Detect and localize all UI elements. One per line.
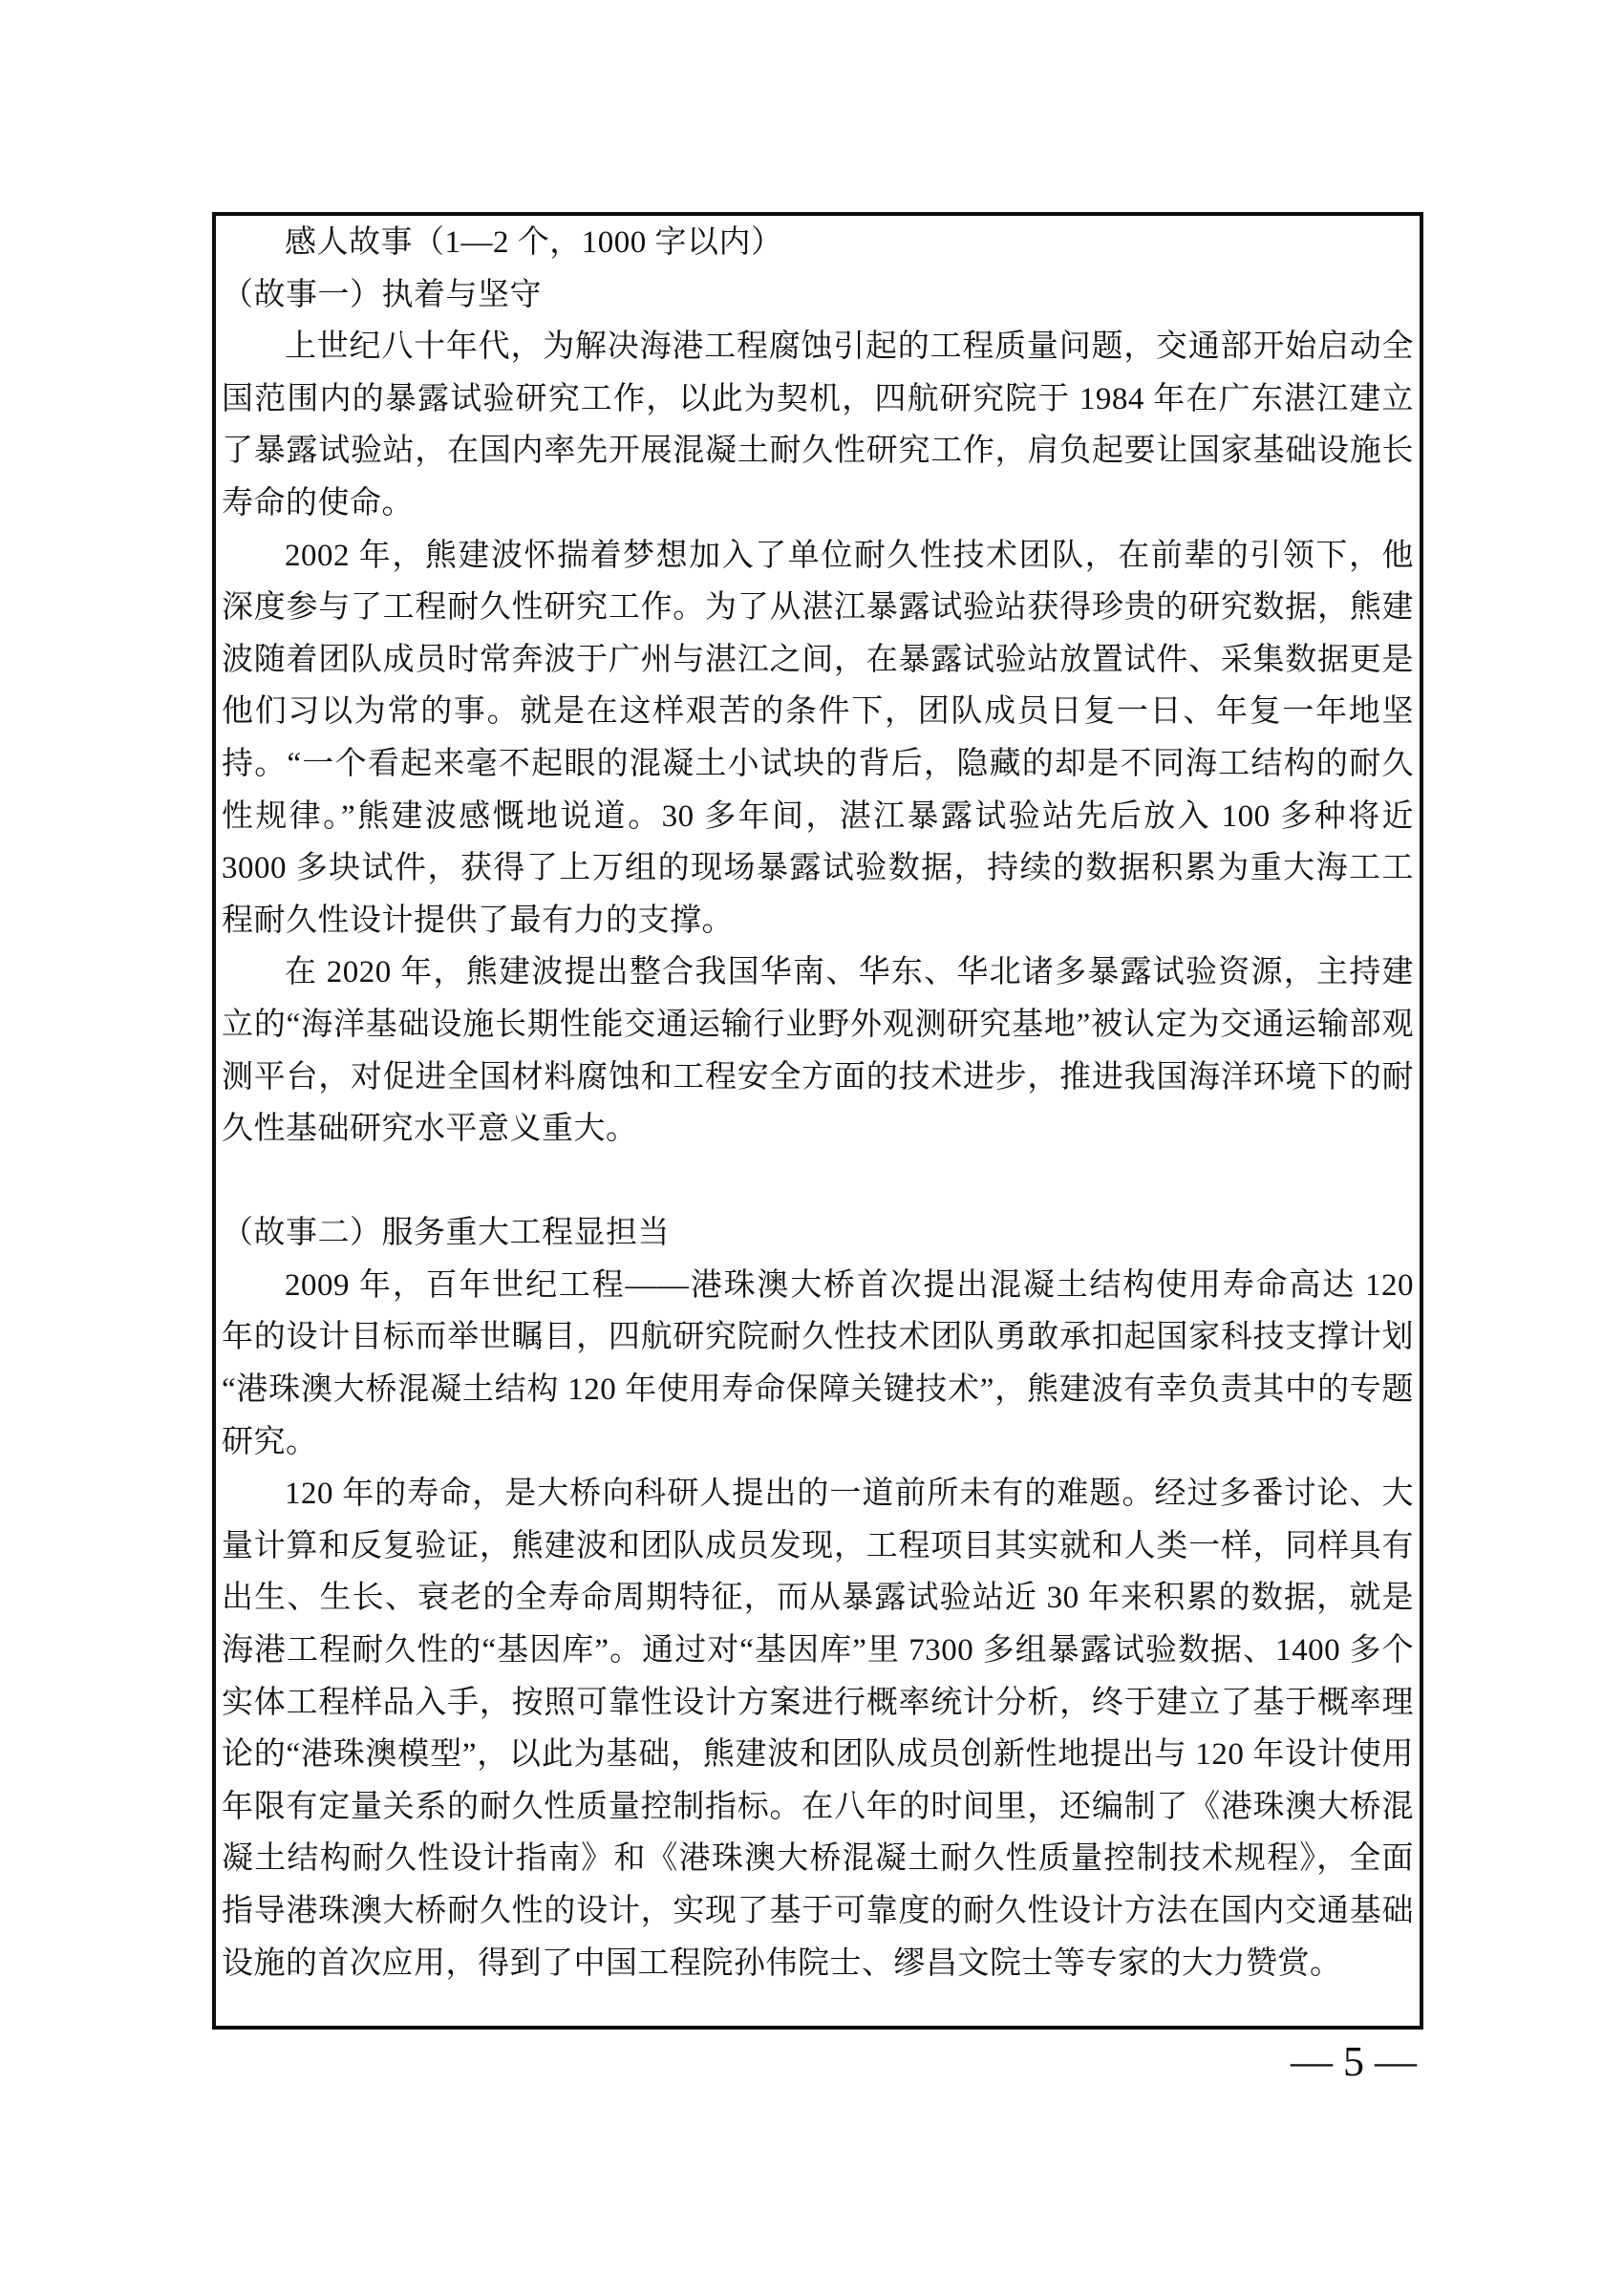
section-title: 感人故事（1—2 个，1000 字以内） xyxy=(285,225,783,260)
page-number: — 5 — xyxy=(1291,2038,1417,2085)
story1-heading: （故事一）执着与坚守 xyxy=(222,277,542,312)
story2-heading: （故事二）服务重大工程显担当 xyxy=(222,1216,670,1251)
story2-paragraph: 2009 年，百年世纪工程——港珠澳大桥首次提出混凝土结构使用寿命高达 120 年的设计目标而举世瞩目，四航研究院耐久性技术团队勇敢承扣起国家科技支撑计划“港珠澳大桥混凝土结构 120 年使用寿命保障关键技术”，熊建波有幸负责其中的专题研究。 xyxy=(222,1267,1415,1459)
content-frame xyxy=(212,212,1423,2030)
story1-paragraph: 上世纪八十年代，为解决海港工程腐蚀引起的工程质量问题，交通部开始启动全国范围内的暴露试验研究工作，以此为契机，四航研究院于 1984 年在广东湛江建立了暴露试验站，在国内率先开展混凝土耐久性研究工作，肩负起要让国家基础设施长寿命的使命。 xyxy=(222,330,1414,521)
blank-line xyxy=(222,1156,1414,1208)
story1-paragraph: 在 2020 年，熊建波提出整合我国华南、华东、华北诸多暴露试验资源，主持建立的“海洋基础设施长期性能交通运输行业野外观测研究基地”被认定为交通运输部观测平台，对促进全国材料腐蚀和工程安全方面的技术进步，推进我国海洋环境下的耐久性基础研究水平意义重大。 xyxy=(222,955,1414,1147)
story1-paragraph: 2002 年，熊建波怀揣着梦想加入了单位耐久性技术团队，在前辈的引领下，他深度参与了工程耐久性研究工作。为了从湛江暴露试验站获得珍贵的研究数据，熊建波随着团队成员时常奔波于广州与湛江之间，在暴露试验站放置试件、采集数据更是他们习以为常的事。就是在这样艰苦的条件下，团队成员日复一日、年复一年地坚持。“一个看起来毫不起眼的混凝土小试块的背后，隐藏的却是不同海工结构的耐久性规律。”熊建波感慨地说道。30 多年间，湛江暴露试验站先后放入 100 多种将近 3000 多块试件，获得了上万组的现场暴露试验数据，持续的数据积累为重大海工工程耐久性设计提供了最有力的支撑。 xyxy=(222,538,1414,938)
story2-paragraph: 120 年的寿命，是大桥向科研人提出的一道前所未有的难题。经过多番讨论、大量计算和反复验证，熊建波和团队成员发现，工程项目其实就和人类一样，同样具有出生、生长、衰老的全寿命周期特征，而从暴露试验站近 30 年来积累的数据，就是海港工程耐久性的“基因库”。通过对“基因库”里 7300 多组暴露试验数据、1400 多个实体工程样品入手，按照可靠性设计方案进行概率统计分析，终于建立了基于概率理论的“港珠澳模型”，以此为基础，熊建波和团队成员创新性地提出与 120 年设计使用年限有定量关系的耐久性质量控制指标。在八年的时间里，还编制了《港珠澳大桥混凝土结构耐久性设计指南》和《港珠澳大桥混凝土耐久性质量控制技术规程》，全面指导港珠澳大桥耐久性的设计，实现了基于可靠度的耐久性设计方法在国内交通基础设施的首次应用，得到了中国工程院孙伟院士、缪昌文院士等专家的大力赞赏。 xyxy=(222,1477,1414,1981)
